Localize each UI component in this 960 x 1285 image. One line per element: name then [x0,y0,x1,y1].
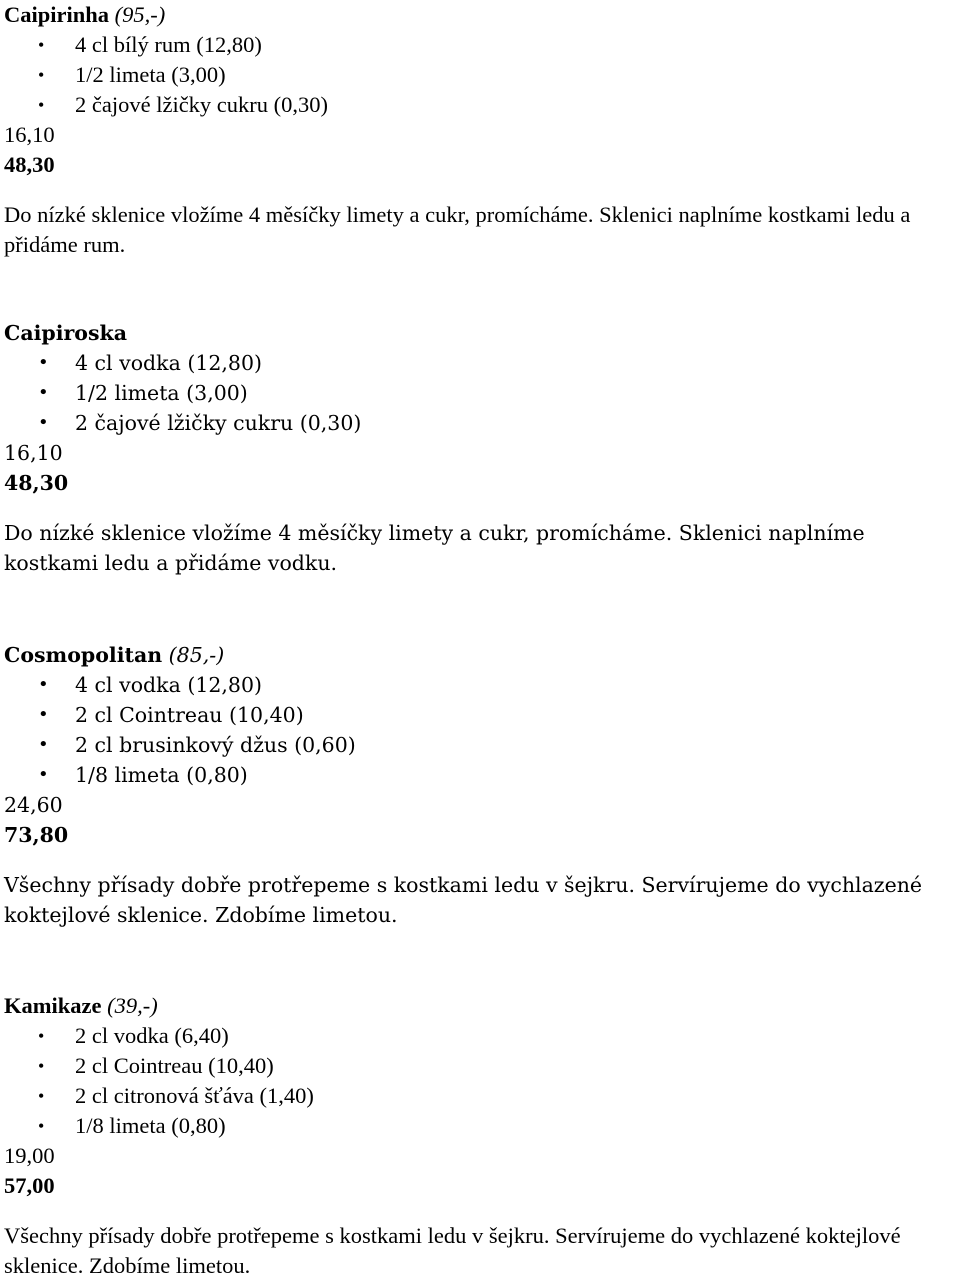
ingredient-item [4,1021,960,1051]
ingredient-text: 1/2 limeta (3,00) [75,381,248,405]
recipe-description: Do nízké sklenice vložíme 4 měsíčky limety a cukr, promícháme. Sklenici naplníme kostkami ledu a přidáme rum. [4,202,911,257]
ingredient-text: 1/8 limeta (0,80) [75,1113,226,1138]
bullet-icon: • [38,1026,45,1046]
recipe-header [4,991,960,1021]
ingredient-text: 2 čajové lžičky cukru (0,30) [75,411,362,435]
recipe-name: Caipiroska [4,321,128,345]
bullet-icon: • [38,1086,45,1106]
bullet-icon: • [38,674,49,695]
recipe-subtotal: 16,10 [4,441,63,465]
ingredient-text: 2 cl brusinkový džus (0,60) [75,733,356,757]
recipe-name: Cosmopolitan [4,643,163,667]
ingredient-item [4,60,960,90]
bullet-icon: • [38,734,49,755]
ingredient-item [4,348,960,378]
recipe-subtotal: 16,10 [4,122,55,147]
recipe-price: (95,-) [114,2,166,27]
bullet-icon: • [38,1116,45,1136]
ingredient-text: 2 cl vodka (6,40) [75,1023,229,1048]
recipe-caipirinha [4,0,960,260]
recipe-total: 48,30 [4,471,69,495]
recipe-name: Kamikaze [4,993,102,1018]
ingredient-item [4,378,960,408]
bullet-icon: • [38,704,49,725]
ingredient-item [4,1081,960,1111]
recipe-subtotal: 24,60 [4,793,63,817]
ingredient-text: 2 cl Cointreau (10,40) [75,703,304,727]
ingredient-text: 4 cl vodka (12,80) [75,351,263,375]
ingredient-text: 2 čajové lžičky cukru (0,30) [75,92,329,117]
recipe-header [4,640,960,670]
bullet-icon: • [38,382,49,403]
bullet-icon: • [38,35,45,55]
ingredient-item [4,730,960,760]
ingredient-item [4,1051,960,1081]
recipe-subtotal: 19,00 [4,1143,55,1168]
ingredient-item [4,670,960,700]
ingredient-text: 1/8 limeta (0,80) [75,763,248,787]
ingredient-item [4,1111,960,1141]
recipe-kamikaze [4,991,960,1281]
bullet-icon: • [38,1056,45,1076]
recipe-total: 57,00 [4,1173,55,1198]
bullet-icon: • [38,95,45,115]
recipe-price: (85,-) [168,643,225,667]
recipe-description: Všechny přísady dobře protřepeme s kostkami ledu v šejkru. Servírujeme do vychlazené koktejlové sklenice. Zdobíme limetou. [4,873,923,927]
ingredient-item [4,700,960,730]
ingredient-item [4,408,960,438]
ingredient-item [4,30,960,60]
bullet-icon: • [38,352,49,373]
ingredient-text: 1/2 limeta (3,00) [75,62,226,87]
recipe-description: Do nízké sklenice vložíme 4 měsíčky limety a cukr, promícháme. Sklenici naplníme kostkami ledu a přidáme vodku. [4,521,865,575]
recipe-caipiroska [4,318,960,578]
recipe-total: 73,80 [4,823,69,847]
recipe-cosmopolitan [4,640,960,930]
recipe-header [4,318,960,348]
ingredient-text: 2 cl citronová šťáva (1,40) [75,1083,314,1108]
recipe-description: Všechny přísady dobře protřepeme s kostkami ledu v šejkru. Servírujeme do vychlazené koktejlové sklenice. Zdobíme limetou. [4,1223,901,1278]
ingredient-item [4,90,960,120]
bullet-icon: • [38,764,49,785]
ingredient-item [4,760,960,790]
recipe-header [4,0,960,30]
recipe-total: 48,30 [4,152,55,177]
ingredient-text: 4 cl vodka (12,80) [75,673,263,697]
recipe-name: Caipirinha [4,2,110,27]
recipe-price: (39,-) [107,993,158,1018]
bullet-icon: • [38,65,45,85]
bullet-icon: • [38,412,49,433]
ingredient-text: 4 cl bílý rum (12,80) [75,32,262,57]
ingredient-text: 2 cl Cointreau (10,40) [75,1053,274,1078]
